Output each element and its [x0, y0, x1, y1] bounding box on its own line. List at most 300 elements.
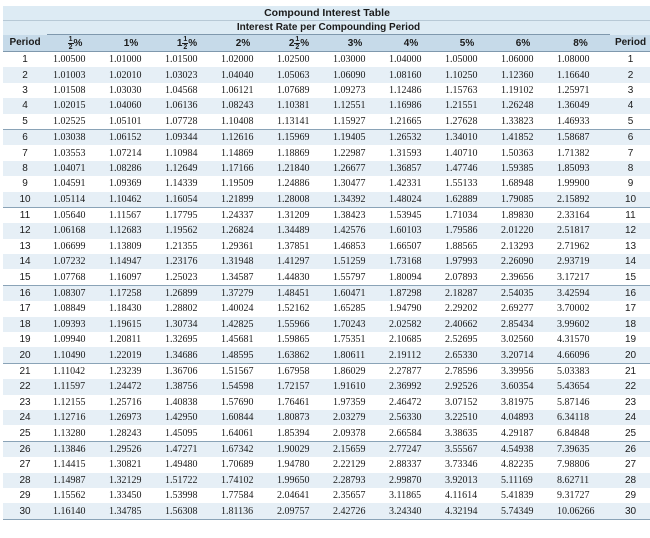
factor-cell: 2.15892 — [551, 192, 610, 208]
factor-cell: 1.05640 — [47, 207, 103, 223]
factor-cell: 3.70002 — [551, 301, 610, 316]
factor-cell: 1.16054 — [159, 192, 215, 208]
period-cell: 30 — [3, 503, 47, 519]
period-cell: 25 — [3, 425, 47, 441]
factor-cell: 1.15927 — [327, 114, 383, 130]
rate-header — [271, 35, 327, 52]
period-cell: 16 — [3, 285, 47, 301]
factor-cell: 3.17217 — [551, 269, 610, 285]
factor-cell: 3.60354 — [495, 379, 551, 394]
period-cell: 11 — [3, 207, 47, 223]
period-cell: 14 — [610, 254, 650, 269]
factor-cell: 1.15969 — [271, 129, 327, 145]
period-cell: 27 — [610, 457, 650, 472]
factor-cell: 1.64061 — [215, 425, 271, 441]
factor-cell: 1.28008 — [271, 192, 327, 208]
rate-whole: 1 — [176, 37, 183, 49]
factor-cell: 3.42594 — [551, 285, 610, 301]
factor-cell: 1.19509 — [215, 176, 271, 191]
factor-cell: 3.11865 — [383, 488, 439, 503]
factor-cell: 1.12649 — [159, 161, 215, 176]
factor-cell: 1.19102 — [495, 83, 551, 98]
factor-cell: 1.08307 — [47, 285, 103, 301]
table-row — [3, 363, 650, 379]
factor-cell: 1.72157 — [271, 379, 327, 394]
period-cell: 2 — [610, 67, 650, 82]
factor-cell: 1.01000 — [103, 52, 159, 68]
factor-cell: 1.13809 — [103, 239, 159, 254]
period-cell: 1 — [610, 52, 650, 68]
factor-cell: 2.15659 — [327, 441, 383, 457]
factor-cell: 1.60471 — [327, 285, 383, 301]
factor-cell: 1.26824 — [215, 223, 271, 238]
factor-cell: 1.42825 — [215, 317, 271, 332]
factor-cell: 2.29202 — [439, 301, 495, 316]
factor-cell: 1.63862 — [271, 347, 327, 363]
factor-cell: 1.51567 — [215, 363, 271, 379]
rate-header: 4% — [383, 35, 439, 52]
period-cell: 8 — [610, 161, 650, 176]
factor-cell: 7.98806 — [551, 457, 610, 472]
factor-cell: 2.85434 — [495, 317, 551, 332]
factor-cell: 1.99900 — [551, 176, 610, 191]
factor-cell: 1.04071 — [47, 161, 103, 176]
table-row — [3, 254, 650, 269]
factor-cell: 1.86029 — [327, 363, 383, 379]
title-row — [3, 6, 650, 21]
table-row — [3, 347, 650, 363]
period-cell: 16 — [610, 285, 650, 301]
period-cell: 26 — [3, 441, 47, 457]
factor-cell: 1.21840 — [271, 161, 327, 176]
factor-cell: 1.36857 — [383, 161, 439, 176]
factor-cell: 1.12486 — [383, 83, 439, 98]
table-row — [3, 223, 650, 238]
table-row — [3, 395, 650, 410]
factor-cell: 1.06699 — [47, 239, 103, 254]
factor-cell: 1.60103 — [383, 223, 439, 238]
factor-cell: 1.18430 — [103, 301, 159, 316]
factor-cell: 1.21551 — [439, 98, 495, 113]
factor-cell: 1.08243 — [215, 98, 271, 113]
factor-cell: 4.66096 — [551, 347, 610, 363]
table-row — [3, 239, 650, 254]
factor-cell: 1.48024 — [383, 192, 439, 208]
factor-cell: 1.19562 — [159, 223, 215, 238]
period-cell: 15 — [610, 269, 650, 285]
period-cell: 27 — [3, 457, 47, 472]
rate-header: 2% — [215, 35, 271, 52]
factor-cell: 1.16640 — [551, 67, 610, 82]
factor-cell: 1.34587 — [215, 269, 271, 285]
table-row — [3, 317, 650, 332]
factor-cell: 1.73168 — [383, 254, 439, 269]
factor-cell: 5.43654 — [551, 379, 610, 394]
factor-cell: 1.87298 — [383, 285, 439, 301]
period-cell: 5 — [3, 114, 47, 130]
factor-cell: 1.02010 — [103, 67, 159, 82]
factor-cell: 1.09369 — [103, 176, 159, 191]
factor-cell: 1.52162 — [271, 301, 327, 316]
factor-cell: 1.41297 — [271, 254, 327, 269]
factor-cell: 1.09393 — [47, 317, 103, 332]
factor-cell: 1.97359 — [327, 395, 383, 410]
period-cell: 3 — [610, 83, 650, 98]
factor-cell: 1.03000 — [327, 52, 383, 68]
factor-cell: 2.39656 — [495, 269, 551, 285]
factor-cell: 1.66507 — [383, 239, 439, 254]
factor-cell: 1.25023 — [159, 269, 215, 285]
period-cell: 10 — [610, 192, 650, 208]
factor-cell: 2.33164 — [551, 207, 610, 223]
rate-header — [159, 35, 215, 52]
factor-cell: 1.10462 — [103, 192, 159, 208]
factor-cell: 1.80094 — [383, 269, 439, 285]
factor-cell: 1.30477 — [327, 176, 383, 191]
factor-cell: 2.36992 — [383, 379, 439, 394]
factor-cell: 2.69277 — [495, 301, 551, 316]
table-row — [3, 176, 650, 191]
period-cell: 28 — [3, 473, 47, 488]
factor-cell: 1.05000 — [439, 52, 495, 68]
factor-cell: 1.51259 — [327, 254, 383, 269]
factor-cell: 1.04568 — [159, 83, 215, 98]
table-row — [3, 161, 650, 176]
factor-cell: 1.90029 — [271, 441, 327, 457]
factor-cell: 1.02015 — [47, 98, 103, 113]
factor-cell: 2.02582 — [383, 317, 439, 332]
factor-cell: 2.99870 — [383, 473, 439, 488]
factor-cell: 4.54938 — [495, 441, 551, 457]
factor-cell: 1.27628 — [439, 114, 495, 130]
factor-cell: 1.21899 — [215, 192, 271, 208]
factor-cell: 1.13846 — [47, 441, 103, 457]
compound-interest-table-frame — [3, 6, 647, 532]
factor-cell: 1.67342 — [215, 441, 271, 457]
factor-cell: 1.34785 — [103, 503, 159, 519]
factor-cell: 1.14869 — [215, 145, 271, 160]
factor-cell: 4.82235 — [495, 457, 551, 472]
factor-cell: 1.32695 — [159, 332, 215, 347]
factor-cell: 1.80611 — [327, 347, 383, 363]
period-cell: 17 — [3, 301, 47, 316]
factor-cell: 2.03279 — [327, 410, 383, 425]
period-cell: 24 — [610, 410, 650, 425]
factor-cell: 4.31570 — [551, 332, 610, 347]
rate-header: 8% — [551, 35, 610, 52]
factor-cell: 1.14339 — [159, 176, 215, 191]
factor-cell: 1.76461 — [271, 395, 327, 410]
factor-cell: 1.33450 — [103, 488, 159, 503]
factor-cell: 2.28793 — [327, 473, 383, 488]
factor-cell: 1.25971 — [551, 83, 610, 98]
factor-cell: 1.28802 — [159, 301, 215, 316]
factor-cell: 1.48451 — [271, 285, 327, 301]
factor-cell: 1.21665 — [383, 114, 439, 130]
period-cell: 10 — [3, 192, 47, 208]
period-cell: 24 — [3, 410, 47, 425]
factor-cell: 4.04893 — [495, 410, 551, 425]
period-cell: 12 — [3, 223, 47, 238]
factor-cell: 1.04060 — [103, 98, 159, 113]
factor-cell: 2.07893 — [439, 269, 495, 285]
factor-cell: 1.09344 — [159, 129, 215, 145]
factor-cell: 1.31593 — [383, 145, 439, 160]
factor-cell: 1.11567 — [103, 207, 159, 223]
factor-cell: 2.93719 — [551, 254, 610, 269]
factor-cell: 1.10250 — [439, 67, 495, 82]
factor-cell: 1.70689 — [215, 457, 271, 472]
factor-cell: 1.88565 — [439, 239, 495, 254]
factor-cell: 1.25716 — [103, 395, 159, 410]
factor-cell: 5.74349 — [495, 503, 551, 519]
factor-cell: 1.12716 — [47, 410, 103, 425]
factor-cell: 1.59385 — [495, 161, 551, 176]
factor-cell: 1.67958 — [271, 363, 327, 379]
factor-cell: 2.65330 — [439, 347, 495, 363]
factor-cell: 4.29187 — [495, 425, 551, 441]
factor-cell: 2.92526 — [439, 379, 495, 394]
factor-cell: 1.03038 — [47, 129, 103, 145]
table-row — [3, 301, 650, 316]
period-cell: 19 — [3, 332, 47, 347]
factor-cell: 1.59865 — [271, 332, 327, 347]
period-cell: 26 — [610, 441, 650, 457]
period-cell: 20 — [3, 347, 47, 363]
factor-cell: 1.18869 — [271, 145, 327, 160]
factor-cell: 1.21355 — [159, 239, 215, 254]
factor-cell: 1.24337 — [215, 207, 271, 223]
factor-cell: 3.92013 — [439, 473, 495, 488]
factor-cell: 2.52695 — [439, 332, 495, 347]
factor-cell: 1.23239 — [103, 363, 159, 379]
rate-header: 1% — [103, 35, 159, 52]
factor-cell: 5.11169 — [495, 473, 551, 488]
table-row — [3, 207, 650, 223]
period-cell: 20 — [610, 347, 650, 363]
factor-cell: 2.54035 — [495, 285, 551, 301]
factor-cell: 1.07232 — [47, 254, 103, 269]
period-cell: 25 — [610, 425, 650, 441]
table-row — [3, 457, 650, 472]
factor-cell: 1.34392 — [327, 192, 383, 208]
period-cell: 4 — [3, 98, 47, 113]
factor-cell: 1.94780 — [271, 457, 327, 472]
factor-cell: 1.48595 — [215, 347, 271, 363]
factor-cell: 2.09378 — [327, 425, 383, 441]
factor-cell: 1.10490 — [47, 347, 103, 363]
factor-cell: 1.54598 — [215, 379, 271, 394]
factor-cell: 1.75351 — [327, 332, 383, 347]
period-cell: 11 — [610, 207, 650, 223]
rate-numerator: 1 — [295, 35, 300, 43]
factor-cell: 1.07214 — [103, 145, 159, 160]
period-cell: 18 — [610, 317, 650, 332]
factor-cell: 1.11597 — [47, 379, 103, 394]
factor-cell: 2.51817 — [551, 223, 610, 238]
period-cell: 8 — [3, 161, 47, 176]
factor-cell: 1.80873 — [271, 410, 327, 425]
factor-cell: 4.32194 — [439, 503, 495, 519]
table-row — [3, 473, 650, 488]
factor-cell: 3.39956 — [495, 363, 551, 379]
factor-cell: 5.03383 — [551, 363, 610, 379]
factor-cell: 1.11042 — [47, 363, 103, 379]
factor-cell: 1.81136 — [215, 503, 271, 519]
factor-cell: 1.22019 — [103, 347, 159, 363]
factor-cell: 1.31948 — [215, 254, 271, 269]
factor-cell: 1.12360 — [495, 67, 551, 82]
rate-header: 3% — [327, 35, 383, 52]
factor-cell: 1.06121 — [215, 83, 271, 98]
factor-cell: 2.09757 — [271, 503, 327, 519]
factor-cell: 6.34118 — [551, 410, 610, 425]
factor-cell: 1.55966 — [271, 317, 327, 332]
rate-numerator: 1 — [183, 35, 188, 43]
factor-cell: 1.06152 — [103, 129, 159, 145]
factor-cell: 1.05063 — [271, 67, 327, 82]
factor-cell: 3.24340 — [383, 503, 439, 519]
rate-whole: 2 — [288, 37, 295, 49]
rate-header: 6% — [495, 35, 551, 52]
factor-cell: 1.08849 — [47, 301, 103, 316]
table-title: Compound Interest Table — [3, 6, 650, 21]
period-cell: 17 — [610, 301, 650, 316]
factor-cell: 1.71034 — [439, 207, 495, 223]
period-cell: 23 — [3, 395, 47, 410]
factor-cell: 2.27877 — [383, 363, 439, 379]
factor-cell: 1.03023 — [159, 67, 215, 82]
factor-cell: 1.40710 — [439, 145, 495, 160]
factor-cell: 1.08160 — [383, 67, 439, 82]
factor-cell: 1.32129 — [103, 473, 159, 488]
table-row — [3, 98, 650, 113]
period-cell: 7 — [3, 145, 47, 160]
factor-cell: 1.34489 — [271, 223, 327, 238]
factor-cell: 1.47746 — [439, 161, 495, 176]
factor-cell: 1.17166 — [215, 161, 271, 176]
factor-cell: 1.17258 — [103, 285, 159, 301]
period-cell: 7 — [610, 145, 650, 160]
factor-cell: 1.99650 — [271, 473, 327, 488]
period-cell: 6 — [3, 129, 47, 145]
factor-cell: 1.14415 — [47, 457, 103, 472]
factor-cell: 1.56308 — [159, 503, 215, 519]
factor-cell: 1.16986 — [383, 98, 439, 113]
rate-suffix: % — [188, 37, 198, 49]
factor-cell: 1.26532 — [383, 129, 439, 145]
table-row — [3, 114, 650, 130]
period-cell: 22 — [3, 379, 47, 394]
factor-cell: 4.11614 — [439, 488, 495, 503]
table-row — [3, 145, 650, 160]
factor-cell: 1.53998 — [159, 488, 215, 503]
factor-cell: 2.56330 — [383, 410, 439, 425]
factor-cell: 10.06266 — [551, 503, 610, 519]
factor-cell: 1.34010 — [439, 129, 495, 145]
factor-cell: 1.29361 — [215, 239, 271, 254]
factor-cell: 1.57690 — [215, 395, 271, 410]
factor-cell: 2.71962 — [551, 239, 610, 254]
factor-cell: 3.22510 — [439, 410, 495, 425]
factor-cell: 6.84848 — [551, 425, 610, 441]
factor-cell: 1.36049 — [551, 98, 610, 113]
period-cell: 9 — [610, 176, 650, 191]
table-row — [3, 425, 650, 441]
table-row — [3, 488, 650, 503]
factor-cell: 3.73346 — [439, 457, 495, 472]
factor-cell: 1.12616 — [215, 129, 271, 145]
table-row — [3, 269, 650, 285]
factor-cell: 1.33823 — [495, 114, 551, 130]
factor-cell: 2.13293 — [495, 239, 551, 254]
period-cell: 23 — [610, 395, 650, 410]
factor-cell: 1.53945 — [383, 207, 439, 223]
factor-cell: 1.79586 — [439, 223, 495, 238]
factor-cell: 1.04040 — [215, 67, 271, 82]
factor-cell: 1.37851 — [271, 239, 327, 254]
table-row — [3, 67, 650, 82]
factor-cell: 1.12551 — [327, 98, 383, 113]
factor-cell: 1.02500 — [271, 52, 327, 68]
factor-cell: 1.45681 — [215, 332, 271, 347]
factor-cell: 1.97993 — [439, 254, 495, 269]
factor-cell: 1.34686 — [159, 347, 215, 363]
compound-interest-table — [3, 6, 650, 520]
period-cell: 21 — [3, 363, 47, 379]
factor-cell: 1.85093 — [551, 161, 610, 176]
factor-cell: 1.13141 — [271, 114, 327, 130]
period-cell: 19 — [610, 332, 650, 347]
factor-cell: 1.14987 — [47, 473, 103, 488]
factor-cell: 1.22987 — [327, 145, 383, 160]
factor-cell: 3.20714 — [495, 347, 551, 363]
rate-denominator: 2 — [183, 43, 188, 51]
period-cell: 2 — [3, 67, 47, 82]
factor-cell: 1.16140 — [47, 503, 103, 519]
period-header-left: Period — [3, 35, 47, 52]
factor-cell: 1.20811 — [103, 332, 159, 347]
factor-cell: 1.71382 — [551, 145, 610, 160]
factor-cell: 1.29526 — [103, 441, 159, 457]
subtitle-row — [3, 21, 650, 35]
period-cell: 29 — [3, 488, 47, 503]
period-cell: 9 — [3, 176, 47, 191]
factor-cell: 1.85394 — [271, 425, 327, 441]
factor-cell: 1.02000 — [215, 52, 271, 68]
period-header-right: Period — [610, 35, 650, 52]
factor-cell: 1.23176 — [159, 254, 215, 269]
factor-cell: 3.81975 — [495, 395, 551, 410]
factor-cell: 1.89830 — [495, 207, 551, 223]
column-header-row — [3, 35, 650, 52]
factor-cell: 2.77247 — [383, 441, 439, 457]
factor-cell: 1.15562 — [47, 488, 103, 503]
factor-cell: 1.51722 — [159, 473, 215, 488]
factor-cell: 1.44830 — [271, 269, 327, 285]
period-cell: 6 — [610, 129, 650, 145]
factor-cell: 1.31209 — [271, 207, 327, 223]
factor-cell: 1.60844 — [215, 410, 271, 425]
factor-cell: 1.07728 — [159, 114, 215, 130]
factor-cell: 1.24472 — [103, 379, 159, 394]
factor-cell: 1.07768 — [47, 269, 103, 285]
table-row — [3, 285, 650, 301]
rate-header: 5% — [439, 35, 495, 52]
factor-cell: 1.70243 — [327, 317, 383, 332]
factor-cell: 1.00500 — [47, 52, 103, 68]
factor-cell: 3.07152 — [439, 395, 495, 410]
